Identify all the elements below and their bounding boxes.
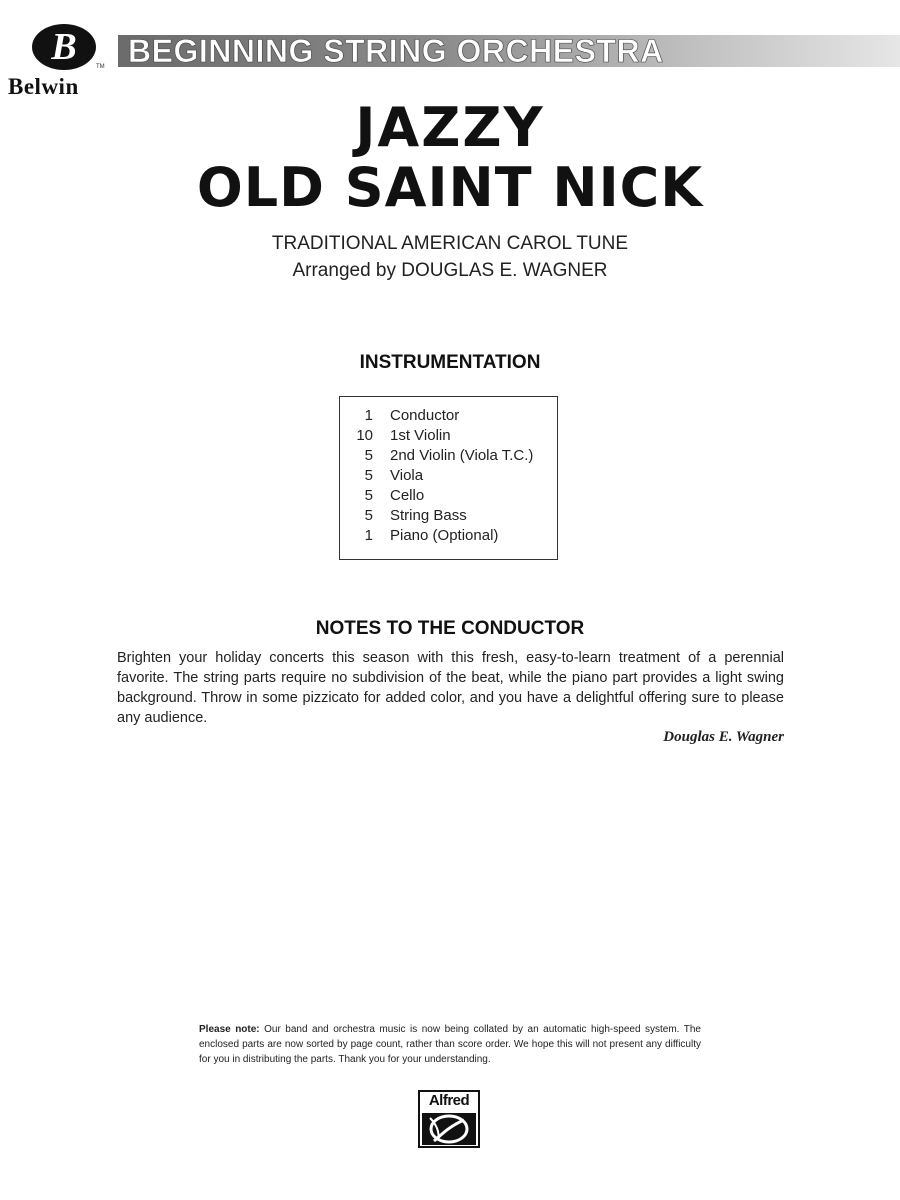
instrumentation-list <box>340 407 558 547</box>
instrument-qty: 5 <box>364 507 373 524</box>
instrument-row <box>340 507 558 527</box>
instrument-qty: 5 <box>364 467 373 484</box>
series-title: BEGINNING STRING ORCHESTRA <box>128 33 664 69</box>
instrument-qty: 1 <box>364 527 373 544</box>
trademark-mark: TM <box>96 64 105 70</box>
instrument-row <box>340 447 558 467</box>
note-text: Our band and orchestra music is now being collated by an automatic high-speed system. The enclosed parts are now sorted by page count, rather than score order. We hope this will not present any difficulty for you in distributing the parts. Thank you for your understanding. <box>199 1024 701 1065</box>
collation-note <box>199 1022 701 1067</box>
instrument-row <box>340 527 558 547</box>
instrument-row <box>340 487 558 507</box>
instrument-name: 1st Violin <box>390 427 451 444</box>
origin-credit: TRADITIONAL AMERICAN CAROL TUNE <box>271 233 629 254</box>
alfred-wordmark: Alfred <box>428 1092 470 1109</box>
instrument-name: Piano (Optional) <box>390 527 499 544</box>
arranger-signature: Douglas E. Wagner <box>663 729 784 745</box>
instrument-row <box>340 407 558 427</box>
logo-letter: B <box>51 26 77 68</box>
title-line-1: JAZZY <box>355 96 545 159</box>
instrument-name: Viola <box>390 467 424 484</box>
title-line-2: OLD SAINT NICK <box>196 156 704 219</box>
arranger-credit: Arranged by DOUGLAS E. WAGNER <box>292 260 608 281</box>
note-label: Please note: <box>199 1024 260 1035</box>
belwin-logo-mark <box>32 24 96 70</box>
instrument-qty: 5 <box>364 487 373 504</box>
instrument-row <box>340 467 558 487</box>
instrumentation-heading: INSTRUMENTATION <box>359 352 541 373</box>
notes-body: Brighten your holiday concerts this season with this fresh, easy-to-learn treatment of a perennial favorite. The string parts require no subdivision of the beat, while the piano part provides a light swing background. Throw in some pizzicato for added color, and you have a delightful offering sure to please any audience. <box>117 650 784 726</box>
instrument-qty: 5 <box>364 447 373 464</box>
instrument-qty: 1 <box>364 407 373 424</box>
instrument-name: String Bass <box>390 507 467 524</box>
instrument-name: 2nd Violin (Viola T.C.) <box>390 447 534 464</box>
publisher-name: Belwin <box>8 74 79 99</box>
alfred-emblem-icon <box>420 1112 478 1146</box>
instrument-qty: 10 <box>356 427 373 444</box>
instrument-name: Conductor <box>390 407 460 424</box>
instrument-row <box>340 427 558 447</box>
instrument-name: Cello <box>390 487 425 504</box>
notes-heading: NOTES TO THE CONDUCTOR <box>315 618 585 639</box>
